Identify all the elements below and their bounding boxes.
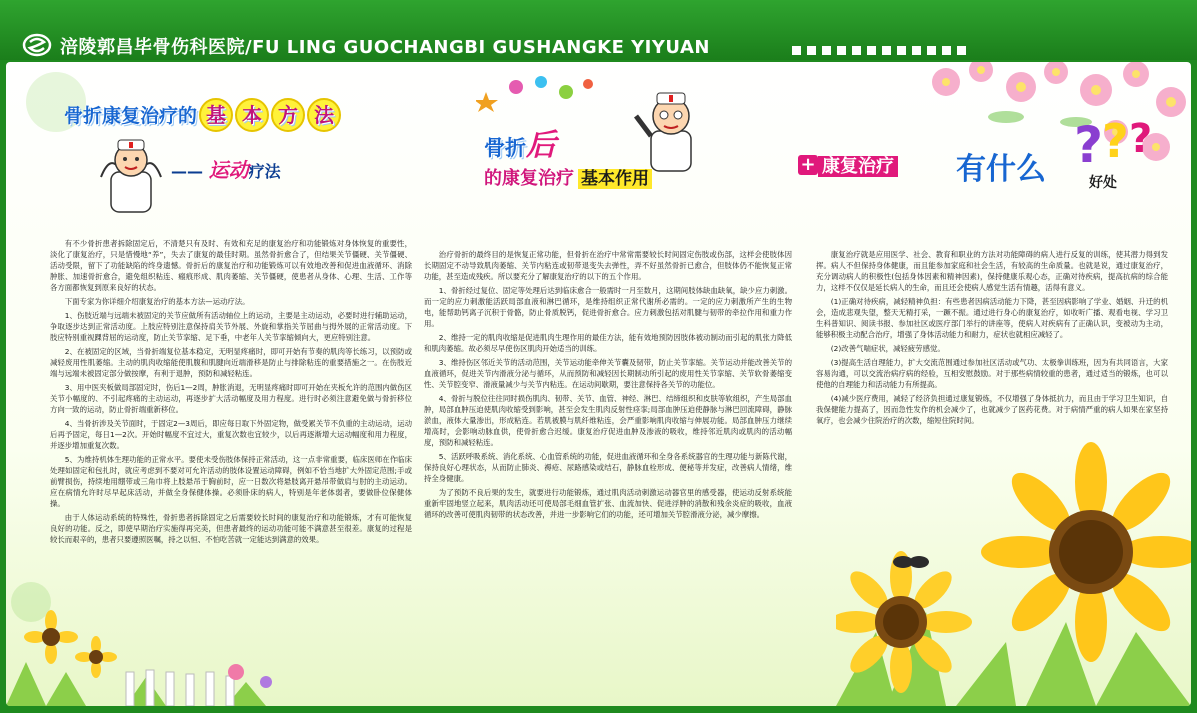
section3-paragraph: (3)提高生活自理能力，扩大交流范围通过参加社区活动或气功、太极拳训练班，因为有共同语言，大家容易沟通，可以交流治病疗病的经验，互相安慰鼓励。对于那些病情较重的患者，通过适当的锻炼，也可以使他的自理能力和活动能力有所提高。 xyxy=(816,358,1168,389)
section1-paragraph: 2、在被固定的区域，当骨折端复位基本稳定，无明显疼痛时，即可开始有节奏的肌肉等长练习，以预防或减轻废用性肌萎缩。主动的肌肉收缩能使肌腹和肌腱向近端滑移是防止与排除粘连的重要措施之一。在伤肢近端与远端未被固定部分做按摩，有利于退肿，预防和减轻粘连。 xyxy=(50,347,412,378)
section1-subheading xyxy=(171,154,281,183)
decorative-squares xyxy=(792,40,972,59)
section1-paragraph: 3、用中医夹板做局部固定时，伤后1—2周，肿胀消退，无明显疼痛时即可开始在夹板允许的范围内做伤区关节小幅度的、不引起疼痛的主动运动，再逐步扩大活动幅度及用力程度。进行时必须注意避免做与骨折移位方向一致的运动，防止骨折端重新移位。 xyxy=(50,383,412,414)
decorative-square xyxy=(897,46,906,55)
section3-paragraph: (1)正确对待疾病，减轻精神负担：有些患者因病活动能力下降，甚至因病影响了学业、婚姻、升迁的机会，造成悲观失望，整天无精打采，一蹶不振。通过进行身心的康复治疗，如收听广播、观看电视、学习卫生科普知识、阅读书报、参加社区或医疗部门举行的讲座等，使病人对疾病有了正确认识，变被动为主动，能够积极主动配合治疗，增强了身体活动能力和耐力，症状也就相应减轻了。 xyxy=(816,297,1168,339)
section1-paragraph: 下面专家为你详细介绍康复治疗的基本方法—运动疗法。 xyxy=(64,297,250,306)
svg-text:?: ? xyxy=(1074,116,1104,174)
section1-char: 基 xyxy=(199,98,233,132)
decorative-square xyxy=(957,46,966,55)
section2-paragraph: 4、骨折与脱位往往同时损伤肌肉、韧带、关节、血管、神经、淋巴、结缔组织和皮肤等软组织，产生局部血肿，局部血肿压迫使肌肉收缩受到影响，甚至会发生肌肉反射性痉挛;局部血肿压迫使静脉与淋巴回流障碍，静脉淤血，液体大量渗出，形成粘连。若肌被膜与肌纤维粘连，会严重影响肌肉收缩与伸展功能。局部血肿压力继续增高时，会影响动脉血供，使骨折愈合迟缓。康复治疗促进血肿及渗液的吸收，维持邻近肌肉或肌肉的活动幅度，预防和减轻粘连。 xyxy=(424,394,792,447)
section2-heading-c: 的康复治疗 xyxy=(484,168,574,189)
decorative-square xyxy=(942,46,951,55)
section3-paragraph: 康复治疗就是应用医学、社会、教育和职业的方法对功能障碍的病人进行反复的训练，使其潜力得到发挥。病人不但保持身体健康，而且能参加家庭和社会生活，有较高的生命质量。也就是说，通过康复治疗，充分调动病人的积极性(包括身体因素和精神因素)，保持健康乐观心态，正确对待疾病，提高抗病的综合能力，这样不仅仅是延长病人的生命，而且还会使病人感觉生活有情趣，活得有意义。 xyxy=(816,250,1168,292)
section1-char: 本 xyxy=(235,98,269,132)
stars-decoration xyxy=(476,72,596,112)
doctor-cartoon-icon xyxy=(631,76,711,176)
question-marks-icon xyxy=(1074,102,1164,182)
section1-paragraph: 5、为维持机体生理功能的正常水平。要使未受伤肢体保持正常活动，这一点非常重要，临床医师在作临床处理如固定和包扎时，就应考虑到不要对可允许活动的肢体设置运动障碍，例如不恰当地扩大外固定范围;手或前臂损伤，持续地用绷带或三角巾将上肢悬吊于胸前时，应一日数次将悬肢离开悬吊带做肩与肘的主动运动。应在病情允许时尽早起床活动，并做全身保健体操。必须卧床的病人，特别是年老体弱者，要做卧位保健体操。 xyxy=(50,455,412,508)
section3-body xyxy=(816,249,1168,429)
section3-heading xyxy=(798,152,898,178)
decorative-square xyxy=(837,46,846,55)
section2-paragraph: 5、活跃呼吸系统、消化系统、心血管系统的功能，促进血液循环和全身各系统器官的生理功能与新陈代谢，保持良好心理状态，从而防止肺炎、褥疮、尿路感染或结石，静脉血栓形成、便秘等并发症，改善病人情绪，维持全身健康。 xyxy=(424,452,792,483)
section1-paragraph: 有不少骨折患者拆除固定后，不清楚只有及时、有效和充足的康复治疗和功能锻炼对身体恢复的重要性，淡化了康复治疗，只是惜慢地“养”，失去了康复的最佳时期。虽然骨折愈合了，但结果关节僵硬、关节僵硬、活动受限，留下了功能缺陷的终身遗憾。骨折后的康复治疗和功能锻炼可以有效地改善和促进血液循环、消除肿胀、加速骨折愈合，避免组织粘连、瘢痕形成、肌肉萎缩、关节僵硬，使患者从身体、心理、生活、工作等各方面都恢复到原来良好的状态。 xyxy=(50,239,412,292)
decorative-square xyxy=(792,46,801,55)
section2-paragraph: 2、维持一定的肌肉收缩是促进肌肉生理作用的最佳方法，能有效地预防因肢体被动制动而引起的肌张力降低和肌肉萎缩。故必须尽早使伤区肌肉开始适当的训练。 xyxy=(424,333,792,353)
section2-paragraph: 3、维持伤区邻近关节的活动范围，关节运动能牵伸关节囊及韧带，防止关节挛缩。关节运动并能改善关节的血液循环，促进关节内滑液分泌与循环，从而预防和减轻因长期制动所引起的废用性关节挛缩、关节软骨萎缩变性、关节腔变窄、滑液量减少与关节内粘连。在运动间歇期，要注意保持各关节的功能位。 xyxy=(424,358,792,389)
subheading-dash: —— xyxy=(171,162,203,181)
section1-paragraph: 由于人体运动系统的特殊性，骨折患者拆除固定之后需要较长时间的康复治疗和功能锻炼，才有可能恢复良好的功能。反之，即使早期治疗实施得再完美，但患者最终的运动功能可能不满意甚至很差。康复的过程是较长而艰辛的，患者只要遵照医嘱，持之以恒、不怕吃苦就一定能达到满意的效果。 xyxy=(50,513,412,544)
section2-paragraph: 1、骨折经过复位、固定等处理后达到临床愈合一般需时一月至数月，这期间肢体缺血缺氧，缺少应力刺激。而一定的应力刺激能活跃局部血液和淋巴循环，是维持组织正常代谢所必需的。一定的应力刺激所产生的生物电，能帮助钙离子沉积于骨骼，防止骨质脱钙，促进骨折愈合。应力刺激包括对肌腱与韧带的牵拉作用和重力作用。 xyxy=(424,286,792,328)
section2-body xyxy=(424,249,792,523)
content-panel xyxy=(6,62,1191,706)
hospital-logo-icon xyxy=(22,33,52,57)
flowers-bottom-left xyxy=(6,602,336,706)
decorative-square xyxy=(807,46,816,55)
decorative-square xyxy=(852,46,861,55)
header-bar xyxy=(0,0,1197,60)
section1-char: 方 xyxy=(271,98,305,132)
decorative-square xyxy=(927,46,936,55)
subheading-therapy: 疗法 xyxy=(248,162,281,181)
svg-text:?: ? xyxy=(1102,114,1129,168)
sunflower-decoration xyxy=(836,432,1191,706)
svg-text:?: ? xyxy=(1129,116,1153,162)
section2-paragraph: 治疗骨折的最终目的是恢复正常功能，但骨折在治疗中常常需要较长时间固定伤肢或伤部，这样会使肢体因长期固定不动导致肌肉萎缩、关节内粘连或韧带退变失去弹性，弄不好虽然骨折已愈合，但肢体仍不能恢复正常功能，甚至造成残疾。所以要充分了解康复治疗的以下的五个作用。 xyxy=(424,250,792,281)
section2-heading xyxy=(484,120,556,164)
section2-paragraph: 为了预防不良后果的发生，就要进行功能锻炼，通过肌肉活动刺激运动器官里的感受器，使运动反射系统能重新牢固地竖立起来，肌肉活动还可使局部毛细血管扩张、血流加快、促进浮肿的消散和残余炎症的吸收，血液循环的改善可使肌肉韧带的状态改善，并进一步影响它们的功能，还可增加关节腔滑液分泌，减少摩擦。 xyxy=(424,488,792,519)
decorative-square xyxy=(822,46,831,55)
section3-paragraph: (4)减少医疗费用，减轻了经济负担通过康复锻炼，不仅增强了身体抵抗力，而且由于学习卫生知识，自我保健能力提高了，因而急性发作的机会减少了，也就减少了医药花费。对于病情严重的病人如果在家坚持氧疗，也会减少住院治疗的次数，缩短住院时间。 xyxy=(816,394,1168,425)
doctor-cartoon-icon xyxy=(96,122,166,217)
decorative-square xyxy=(882,46,891,55)
section3-heading-a: 康复治疗 xyxy=(818,156,898,177)
section1-body xyxy=(50,238,412,548)
section1-paragraph: 4、当骨折涉及关节面时，于固定2—3周后，即应每日取下外固定物，做受累关节不负重的主动运动，运动后再予固定，每日1—2次。开始时幅度不宜过大，重复次数也宜较少，以后再逐渐增大运动幅度和用力程度，并逐步增加重复次数。 xyxy=(50,419,412,450)
decorative-square xyxy=(867,46,876,55)
section2-heading-b: 后 xyxy=(526,128,556,163)
section3-paragraph: (2)改善气喘症状，减轻疲劳感觉。 xyxy=(830,344,945,353)
subheading-motion: 运动 xyxy=(208,158,249,182)
decorative-square xyxy=(912,46,921,55)
plus-badge-icon: + xyxy=(798,155,818,175)
section2-subheading xyxy=(484,164,652,190)
section1-char: 法 xyxy=(307,98,341,132)
section1-heading-a: 骨折康复治疗的 xyxy=(64,105,198,127)
section2-heading-d: 基本作用 xyxy=(578,169,652,189)
section1-paragraph: 1、伤肢近端与远端未被固定的关节应做所有活动轴位上的运动，主要是主动运动，必要时进行辅助运动，争取逐步达到正常活动度。上肢应特别注意保持肩关节外展、外旋和掌指关节屈曲与拇外展的正常活动度。下肢应特别重视踝背屈的运动度，防止关节挛缩、足下垂，中老年人关节挛缩倾向大，更应特别注意。 xyxy=(50,311,412,342)
section3-heading-b: 有什么 xyxy=(956,152,1046,187)
section3-heading-c: 好处 xyxy=(1089,175,1117,191)
hospital-title: 涪陵郭昌毕骨伤科医院/FU LING GUOCHANGBI GUSHANGKE YIYUAN xyxy=(60,37,710,58)
section2-heading-a: 骨折 xyxy=(484,136,526,160)
